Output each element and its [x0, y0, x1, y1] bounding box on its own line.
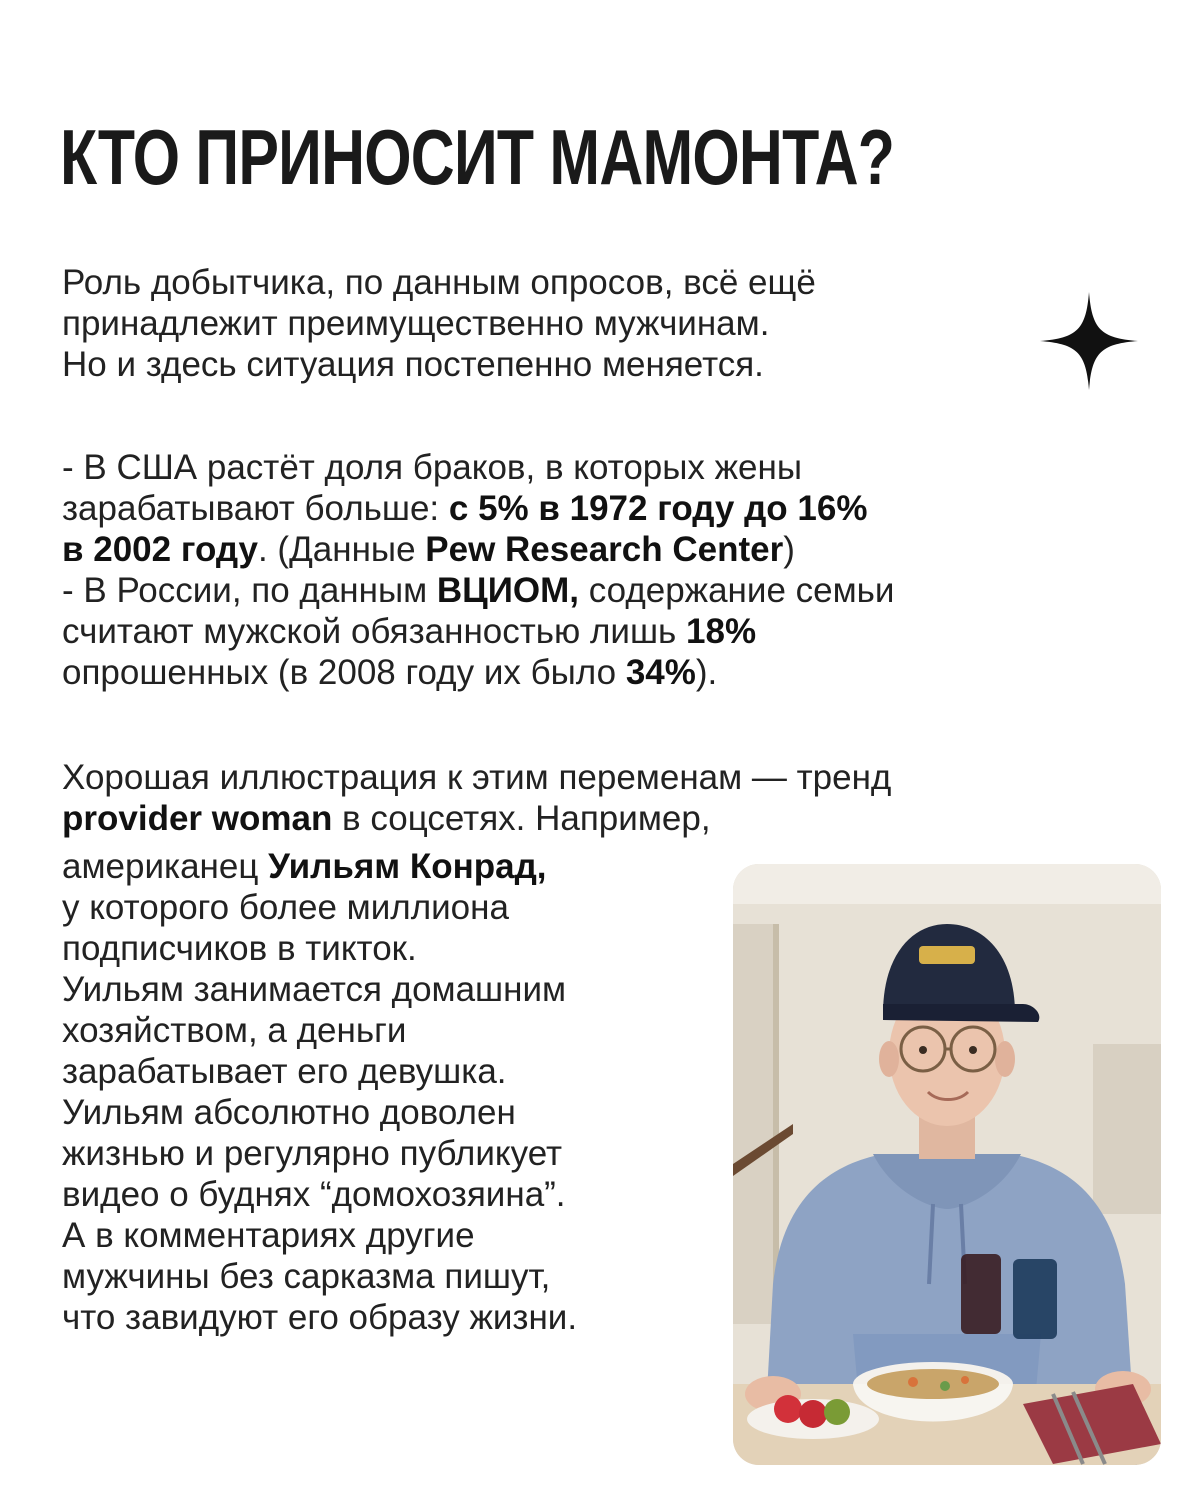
russia-line — [62, 611, 1162, 652]
person-photo — [733, 864, 1161, 1465]
usa-line — [62, 488, 1162, 529]
source-name: ВЦИОМ, — [436, 571, 580, 610]
story-line: мужчины без сарказма пишут, — [62, 1257, 551, 1296]
intro-line: принадлежит преимущественно мужчинам. — [62, 304, 770, 343]
intro-paragraph — [62, 262, 1062, 385]
story-line: хозяйством, а деньги — [62, 1011, 407, 1050]
trend-line: Хорошая иллюстрация к этим переменам — тренд — [62, 758, 892, 797]
russia-text: ). — [695, 653, 718, 692]
trend-line — [62, 798, 1162, 839]
intro-line: Но и здесь ситуация постепенно меняется. — [62, 345, 764, 384]
story-line: подписчиков в тикток. — [62, 929, 417, 968]
russia-line — [62, 570, 1162, 611]
russia-highlight: 18% — [686, 612, 757, 651]
story-line — [62, 846, 742, 887]
story-line: жизнью и регулярно публикует — [62, 1134, 563, 1173]
usa-highlight: в 2002 году — [62, 530, 258, 569]
russia-line — [62, 652, 1162, 693]
usa-text: - В США растёт доля браков, в которых жены — [62, 448, 802, 487]
usa-text: . (Данные — [257, 530, 426, 569]
intro-line: Роль добытчика, по данным опросов, всё ещё — [62, 263, 816, 302]
story-line: Уильям занимается домашним — [62, 970, 567, 1009]
russia-text: содержание семьи — [579, 571, 895, 610]
person-name: Уильям Конрад, — [268, 847, 547, 886]
trend-highlight: provider woman — [62, 799, 333, 838]
trend-paragraph — [62, 757, 1162, 839]
story-line: А в комментариях другие — [62, 1216, 475, 1255]
story-line: видео о буднях “домохозяина”. — [62, 1175, 566, 1214]
usa-line — [62, 529, 1162, 570]
russia-text: опрошенных (в 2008 году их было — [62, 653, 626, 692]
stats-paragraph — [62, 447, 1162, 693]
russia-highlight: 34% — [625, 653, 696, 692]
usa-text: зарабатывают больше: — [62, 489, 449, 528]
russia-text: - В России, по данным — [62, 571, 437, 610]
story-line: Уильям абсолютно доволен — [62, 1093, 516, 1132]
russia-text: считают мужской обязанностью лишь — [62, 612, 687, 651]
story-line: что завидуют его образу жизни. — [62, 1298, 578, 1337]
story-paragraph — [62, 846, 742, 1338]
story-text: американец — [62, 847, 269, 886]
story-line: зарабатывает его девушка. — [62, 1052, 507, 1091]
trend-text: в соцсетях. Например, — [332, 799, 711, 838]
usa-text: ) — [783, 530, 795, 569]
page-title: КТО ПРИНОСИТ МАМОНТА? — [60, 113, 895, 201]
story-line: у которого более миллиона — [62, 888, 509, 927]
usa-line — [62, 447, 1162, 488]
usa-highlight: с 5% в 1972 году до 16% — [448, 489, 868, 528]
source-name: Pew Research Center — [425, 530, 784, 569]
photo-illustration — [733, 864, 1161, 1465]
